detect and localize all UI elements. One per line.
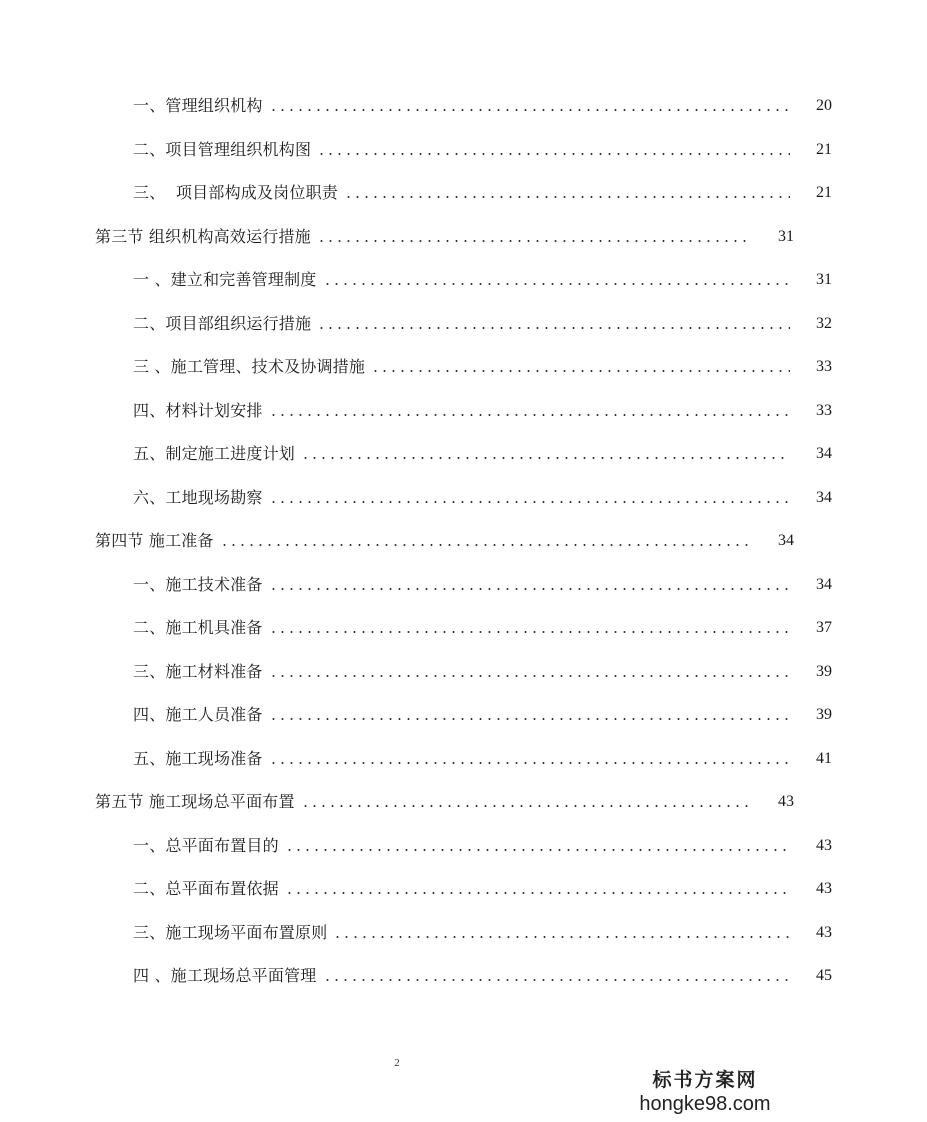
- toc-entry-title: 第四节 施工准备: [95, 531, 214, 550]
- toc-entry-title: 三、施工材料准备: [133, 661, 263, 681]
- toc-entry-title: 三 、施工管理、技术及协调措施: [133, 357, 366, 376]
- toc-dot-leader: [323, 979, 791, 981]
- toc-entry-page: 34: [778, 532, 794, 549]
- toc-entry-title: 二、项目部组织运行措施: [133, 313, 312, 333]
- toc-entry-title: 一、管理组织机构: [133, 96, 263, 115]
- toc-dot-leader: [317, 240, 752, 242]
- toc-dot-leader: [285, 892, 790, 894]
- toc-entry-title: 第三节 组织机构高效运行措施: [95, 226, 311, 246]
- toc-dot-leader: [317, 153, 790, 155]
- toc-dot-leader: [269, 762, 790, 764]
- toc-entry-title: 五、施工现场准备: [133, 748, 263, 768]
- toc-entry-page: 41: [816, 749, 832, 767]
- toc-entry-page: 37: [816, 619, 832, 636]
- toc-entry-page: 39: [816, 706, 832, 723]
- toc-entry: [0, 396, 927, 426]
- toc-dot-leader: [269, 718, 790, 720]
- toc-entry: [0, 657, 927, 687]
- toc-entry-page: 21: [816, 140, 832, 158]
- toc-section-entry: [0, 526, 889, 556]
- toc-entry-page: 34: [816, 575, 832, 593]
- toc-entry-page: 31: [778, 227, 794, 245]
- toc-entry-title: 六、工地现场勘察: [133, 487, 263, 507]
- toc-entry-page: 34: [816, 488, 832, 506]
- watermark-logo: [630, 1068, 780, 1116]
- toc-entry: [0, 744, 927, 774]
- toc-entry: [0, 91, 927, 121]
- toc-entry: [0, 874, 927, 904]
- toc-dot-leader: [269, 631, 790, 633]
- toc-dot-leader: [269, 675, 790, 677]
- toc-dot-leader: [285, 849, 790, 851]
- toc-entry-title: 五、制定施工进度计划: [133, 444, 296, 463]
- toc-entry-title: 三、施工现场平面布置原则: [133, 922, 328, 942]
- toc-entry: [0, 309, 927, 339]
- toc-entry: [0, 265, 927, 295]
- toc-entry-page: 34: [816, 445, 832, 462]
- toc-entry-title: 四、材料计划安排: [133, 400, 263, 420]
- toc-section-entry: [0, 222, 889, 252]
- toc-entry: [0, 831, 927, 861]
- toc-entry-page: 33: [816, 401, 832, 419]
- toc-entry-page: 21: [816, 184, 832, 201]
- toc-entry-page: 39: [816, 662, 832, 680]
- toc-entry: [0, 135, 927, 165]
- toc-entry-title: 三、 项目部构成及岗位职责: [133, 183, 338, 202]
- watermark-url: hongke98.com: [639, 1093, 771, 1115]
- toc-entry-title: 一、总平面布置目的: [133, 835, 279, 855]
- toc-dot-leader: [317, 327, 790, 329]
- toc-entry-page: 31: [816, 271, 832, 288]
- toc-dot-leader: [269, 501, 790, 503]
- toc-entry-title: 四 、施工现场总平面管理: [133, 966, 317, 985]
- toc-entry: [0, 570, 927, 600]
- toc-entry-page: 33: [816, 358, 832, 375]
- toc-entry-page: 45: [816, 967, 832, 984]
- toc-dot-leader: [220, 544, 752, 546]
- toc-entry-title: 二、总平面布置依据: [133, 879, 279, 898]
- toc-entry-title: 二、施工机具准备: [133, 618, 263, 637]
- toc-entry-page: 43: [778, 793, 794, 810]
- toc-dot-leader: [301, 805, 752, 807]
- toc-entry: [0, 178, 927, 208]
- toc-entry-page: 43: [816, 923, 832, 941]
- page-number: 2: [394, 1057, 400, 1069]
- toc-section-entry: [0, 787, 889, 817]
- toc-entry: [0, 918, 927, 948]
- toc-entry: [0, 613, 927, 643]
- toc-dot-leader: [269, 588, 790, 590]
- toc-entry-page: 43: [816, 880, 832, 897]
- watermark-name: 标书方案网: [652, 1069, 758, 1091]
- toc-dot-leader: [344, 196, 790, 198]
- toc-entry: [0, 352, 927, 382]
- toc-entry-title: 二、项目管理组织机构图: [133, 139, 312, 159]
- toc-entry: [0, 483, 927, 513]
- toc-dot-leader: [333, 936, 790, 938]
- toc-dot-leader: [371, 370, 790, 372]
- toc-entry-title: 一、施工技术准备: [133, 574, 263, 594]
- toc-dot-leader: [269, 109, 790, 111]
- toc-dot-leader: [269, 414, 790, 416]
- toc-entry-title: 第五节 施工现场总平面布置: [95, 792, 295, 811]
- toc-dot-leader: [323, 283, 791, 285]
- toc-entry-title: 四、施工人员准备: [133, 705, 263, 724]
- toc-dot-leader: [301, 457, 790, 459]
- toc-entry-page: 20: [816, 97, 832, 114]
- toc-entry: [0, 961, 927, 991]
- toc-entry-title: 一 、建立和完善管理制度: [133, 270, 317, 289]
- toc-entry-page: 32: [816, 314, 832, 332]
- toc-entry: [0, 439, 927, 469]
- toc-entry-page: 43: [816, 836, 832, 854]
- toc-entry: [0, 700, 927, 730]
